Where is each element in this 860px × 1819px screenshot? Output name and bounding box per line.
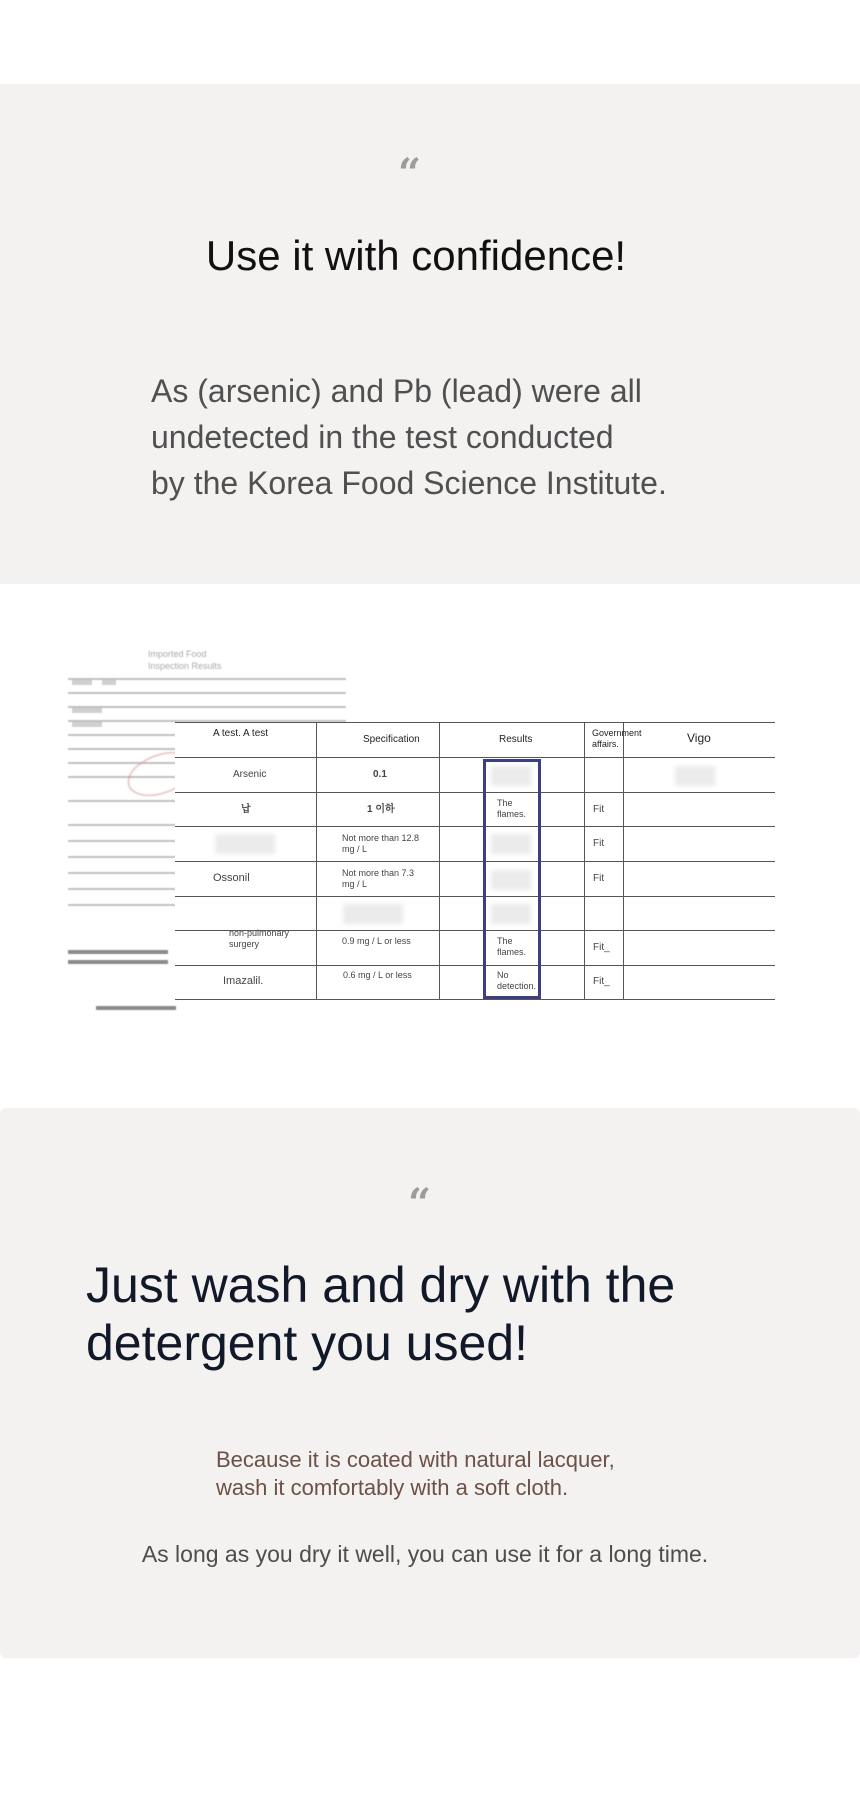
washing-title	[86, 1256, 786, 1372]
quote-icon: “	[398, 150, 422, 197]
washing-body-line: Because it is coated with natural lacquer,	[216, 1447, 615, 1472]
table-column-rule	[439, 722, 440, 1000]
report-doc-title	[148, 648, 222, 672]
table-rule	[175, 826, 775, 827]
row-result: No detection.	[497, 970, 537, 991]
results-highlight-box	[483, 759, 541, 999]
doc-rule	[68, 872, 178, 874]
doc-rule	[68, 800, 178, 802]
doc-rule	[68, 692, 346, 694]
doc-rule	[68, 904, 178, 906]
doc-footer-text	[68, 960, 168, 964]
row-spec: 0.9 mg / L or less	[342, 936, 411, 946]
table-rule	[175, 965, 775, 966]
table-rule	[175, 861, 775, 862]
row-test: non-pulmonary surgery	[229, 928, 290, 949]
doc-text-block	[72, 680, 92, 685]
row-spec: Not more than 12.8 mg / L	[342, 833, 420, 854]
confidence-body-line: As (arsenic) and Pb (lead) were all	[151, 373, 642, 409]
header-specification: Specification	[363, 734, 420, 745]
table-column-rule	[623, 722, 624, 1000]
report-doc-title-line: Inspection Results	[148, 661, 222, 671]
row-gov: Fit	[593, 838, 605, 849]
washing-title-line: detergent you used!	[86, 1315, 528, 1371]
row-test: Arsenic	[233, 769, 267, 780]
row-gov: Fit	[593, 804, 605, 815]
table-rule	[175, 896, 775, 897]
doc-text-block	[72, 708, 102, 713]
confidence-body	[151, 368, 751, 506]
header-test: A test. A test	[213, 728, 269, 739]
quote-icon: “	[408, 1180, 432, 1227]
doc-rule	[68, 840, 178, 842]
drying-note: As long as you dry it well, you can use it for a long time.	[141, 1541, 709, 1567]
table-column-rule	[584, 722, 585, 1000]
header-vigo: Vigo	[687, 731, 711, 745]
test-results-table	[175, 722, 775, 1000]
row-spec: 0.1	[373, 769, 387, 780]
row-test: Imazalil.	[223, 975, 264, 987]
washing-section	[0, 1108, 860, 1658]
doc-rule	[68, 706, 346, 708]
row-test: 납	[241, 804, 251, 815]
confidence-title: Use it with confidence!	[205, 232, 627, 279]
header-results: Results	[499, 734, 533, 745]
table-rule	[175, 792, 775, 793]
washing-title-line: Just wash and dry with the	[86, 1257, 676, 1313]
doc-rule	[68, 888, 178, 890]
table-column-rule	[316, 722, 317, 1000]
header-government: Government affairs.	[592, 728, 642, 749]
confidence-section	[0, 84, 860, 584]
doc-rule	[68, 856, 178, 858]
washing-body	[216, 1446, 736, 1502]
inspection-report-image	[0, 584, 860, 1108]
row-gov: Fit_	[593, 976, 610, 987]
row-spec: 1 이하	[367, 804, 395, 815]
report-doc-title-line: Imported Food	[148, 649, 207, 659]
washing-body-line: wash it comfortably with a soft cloth.	[216, 1475, 569, 1500]
row-result: The flames.	[497, 798, 527, 819]
redacted-cell	[675, 766, 715, 786]
confidence-body-line: by the Korea Food Science Institute.	[151, 465, 667, 501]
doc-footer-text	[96, 1006, 176, 1010]
row-gov: Fit_	[593, 942, 610, 953]
row-result: The flames.	[497, 936, 527, 957]
doc-text-block	[102, 680, 116, 685]
doc-text-block	[72, 722, 102, 727]
redacted-cell	[343, 904, 403, 924]
table-rule	[175, 722, 775, 723]
table-rule	[175, 757, 775, 758]
row-gov: Fit	[593, 873, 605, 884]
table-rule	[175, 999, 775, 1000]
row-spec: 0.6 mg / L or less	[343, 970, 412, 980]
redacted-cell	[215, 834, 275, 854]
row-test: Ossonil	[213, 872, 250, 884]
doc-rule	[68, 824, 178, 826]
row-spec: Not more than 7.3 mg / L	[342, 868, 415, 889]
confidence-body-line: undetected in the test conducted	[151, 419, 614, 455]
doc-footer-text	[68, 950, 168, 954]
